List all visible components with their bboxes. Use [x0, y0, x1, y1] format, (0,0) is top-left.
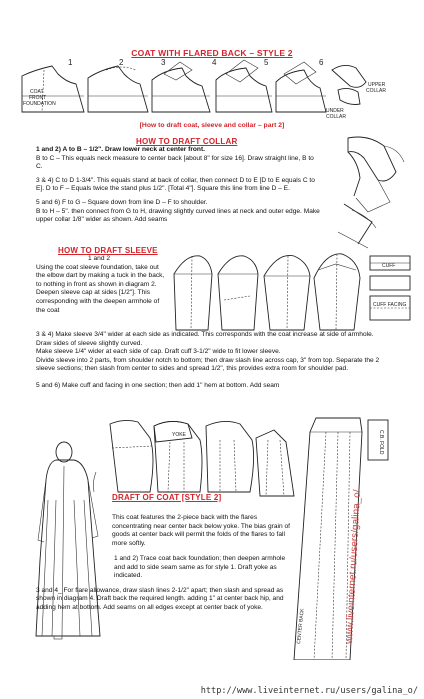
sleeve-step-1-2-cont: Deepen sleeve cap at sides [1/2"]. This corresponding with the deepen armhole of the coat	[36, 289, 160, 314]
front-bodice-shape-4	[216, 68, 272, 112]
cuff-label: CUFF	[382, 263, 396, 269]
sleeve-shape-1	[174, 256, 212, 330]
collar-step-1-2-bold: 1 and 2) A to B – 1/2". Draw lower neck at center front.	[36, 146, 205, 153]
diagram-number-1: 1	[68, 58, 73, 67]
foundation-label-3: FOUNDATION	[23, 101, 56, 107]
figure-head	[56, 442, 72, 462]
under-collar-label-1: UNDER	[326, 108, 344, 114]
collar-step-5-6: 5 and 6) F to G – Square down from line D – F to shoulder.	[36, 198, 208, 206]
coat-features-text	[112, 514, 290, 548]
under-collar-shape	[338, 88, 360, 104]
front-bodice-shape-5	[276, 70, 326, 112]
sleeve-step-3-4: 3 & 4) Make sleeve 3/4" wider at each side as indicated. This corresponds with the coat increase at side of armhole. Draw sides of sleeve slightly curved.	[36, 331, 374, 347]
diagram-number-2: 2	[119, 58, 124, 67]
cuff-piece-2	[370, 276, 410, 290]
coat-step-1-2: 1 and 2) Trace coat back foundation; then deepen armhole and add to side seam same as for style 1. Draft yoke as indicated.	[114, 555, 286, 580]
back-piece-4-spread	[256, 430, 294, 496]
page-subtitle: [How to draft coat, sleeve and collar – part 2]	[139, 122, 285, 129]
cuff-facing-piece	[370, 296, 410, 320]
upper-collar-shape	[332, 65, 366, 87]
collar-heading: HOW TO DRAFT COLLAR	[136, 137, 238, 146]
collar-step-3-4: 3 & 4) C to D 1-3/4". This equals stand at back of collar, then connect D to E [D to E equals C to E]. D to F – Equals twice the stand plus 1/2". [Total 4"]. Square this line from line D – E.	[36, 176, 315, 193]
front-bodice-shape-2	[88, 66, 148, 112]
diagram-number-6: 6	[319, 58, 324, 67]
center-back-label: CENTER BACK	[296, 608, 306, 645]
collar-step-1-2: B to C – This equals neck measure to center back [about 8" for size 16]. Draw straight line, B to C.	[36, 154, 314, 171]
collar-instructions	[36, 146, 322, 225]
coat-step-3-4: 3 and 4_ For flare allowance, draw slash lines 2-1/2" apart; then slash and spread as shown in diagram 4. Draft back the required length. adding 1" at center back hip, and adding hem at bottom. Add seams on all edges except at center back of yoke.	[36, 586, 284, 611]
diagram-number-4: 4	[212, 58, 217, 67]
collar-step-5-6-cont: B to H – 5". then connect from G to H, drawing slightly curved lines at neck and outer edge. Make upper collar 1/8" wider as shown. Add seams	[36, 207, 320, 224]
sleeve-intro-text	[36, 255, 168, 315]
sleeve-pattern-diagram	[170, 250, 416, 336]
yoke-detail-piece	[368, 420, 388, 460]
cb-fold-label: C.B. FOLD	[378, 430, 384, 455]
coat-instructions	[36, 555, 294, 613]
sleeve-shape-2	[218, 256, 258, 330]
upper-collar-label-1: UPPER	[368, 82, 386, 88]
upper-collar-label-2: COLLAR	[366, 88, 387, 94]
page-title: COAT WITH FLARED BACK – STYLE 2	[131, 48, 293, 58]
diagram-watermark: www.liveinternet.ru/users/galina_o/	[344, 489, 364, 645]
sleeve-step-1-2: Using the coat sleeve foundation, take out the elbow dart by making a tuck in the back, to nothing in front as shown in diagram 2.	[36, 263, 165, 288]
front-bodice-shape-3	[152, 68, 210, 112]
coat-back-pattern-diagram	[88, 412, 298, 498]
collar-sketch	[328, 132, 414, 250]
sleeve-shape-3	[264, 255, 310, 330]
coat-heading: DRAFT OF COAT [STYLE 2]	[112, 493, 222, 502]
back-piece-3	[206, 421, 254, 492]
cuff-facing-label: CUFF FACING	[373, 302, 407, 308]
footer-url: http://www.liveinternet.ru/users/galina_o/	[200, 686, 418, 696]
sleeve-instructions	[36, 331, 386, 391]
diagram-number-5: 5	[264, 58, 269, 67]
under-collar-label-2: COLLAR	[326, 114, 347, 120]
sleeve-step-5-6: 5 and 6) Make cuff and facing in one section; then add 1" hem at bottom. Add seam	[36, 381, 280, 389]
coat-back-flare-diagram	[290, 414, 414, 660]
foundation-label-1: COAT	[30, 89, 44, 95]
sleeve-step-label: 1 and 2	[88, 255, 110, 262]
yoke-label: YOKE	[172, 432, 186, 438]
coat-description: This coat features the 2-piece back with the flares concentrating near center back below yoke. The bias grain of goods at center back will permit the folds of the flares to fall more softly.	[112, 514, 291, 547]
sleeve-divide-note: Divide sleeve into 2 parts, from shoulder notch to bottom; then draw slash line across cap, 3" from top. Separate the 2 sleeve sections; then slash from center to sides and spread 1/2", this provides extra room for shoulder pad.	[36, 356, 380, 373]
foundation-label-2: FRONT	[29, 95, 47, 101]
back-piece-1	[110, 420, 153, 492]
sleeve-heading: HOW TO DRAFT SLEEVE	[58, 246, 158, 255]
coat-collar-pattern-diagram	[14, 56, 414, 120]
sleeve-width-note: Make sleeve 1/4" wider at each side of cap. Draft cuff 3-1/2" wide to fit lower sleeve.	[36, 348, 281, 356]
diagram-number-3: 3	[161, 58, 166, 67]
